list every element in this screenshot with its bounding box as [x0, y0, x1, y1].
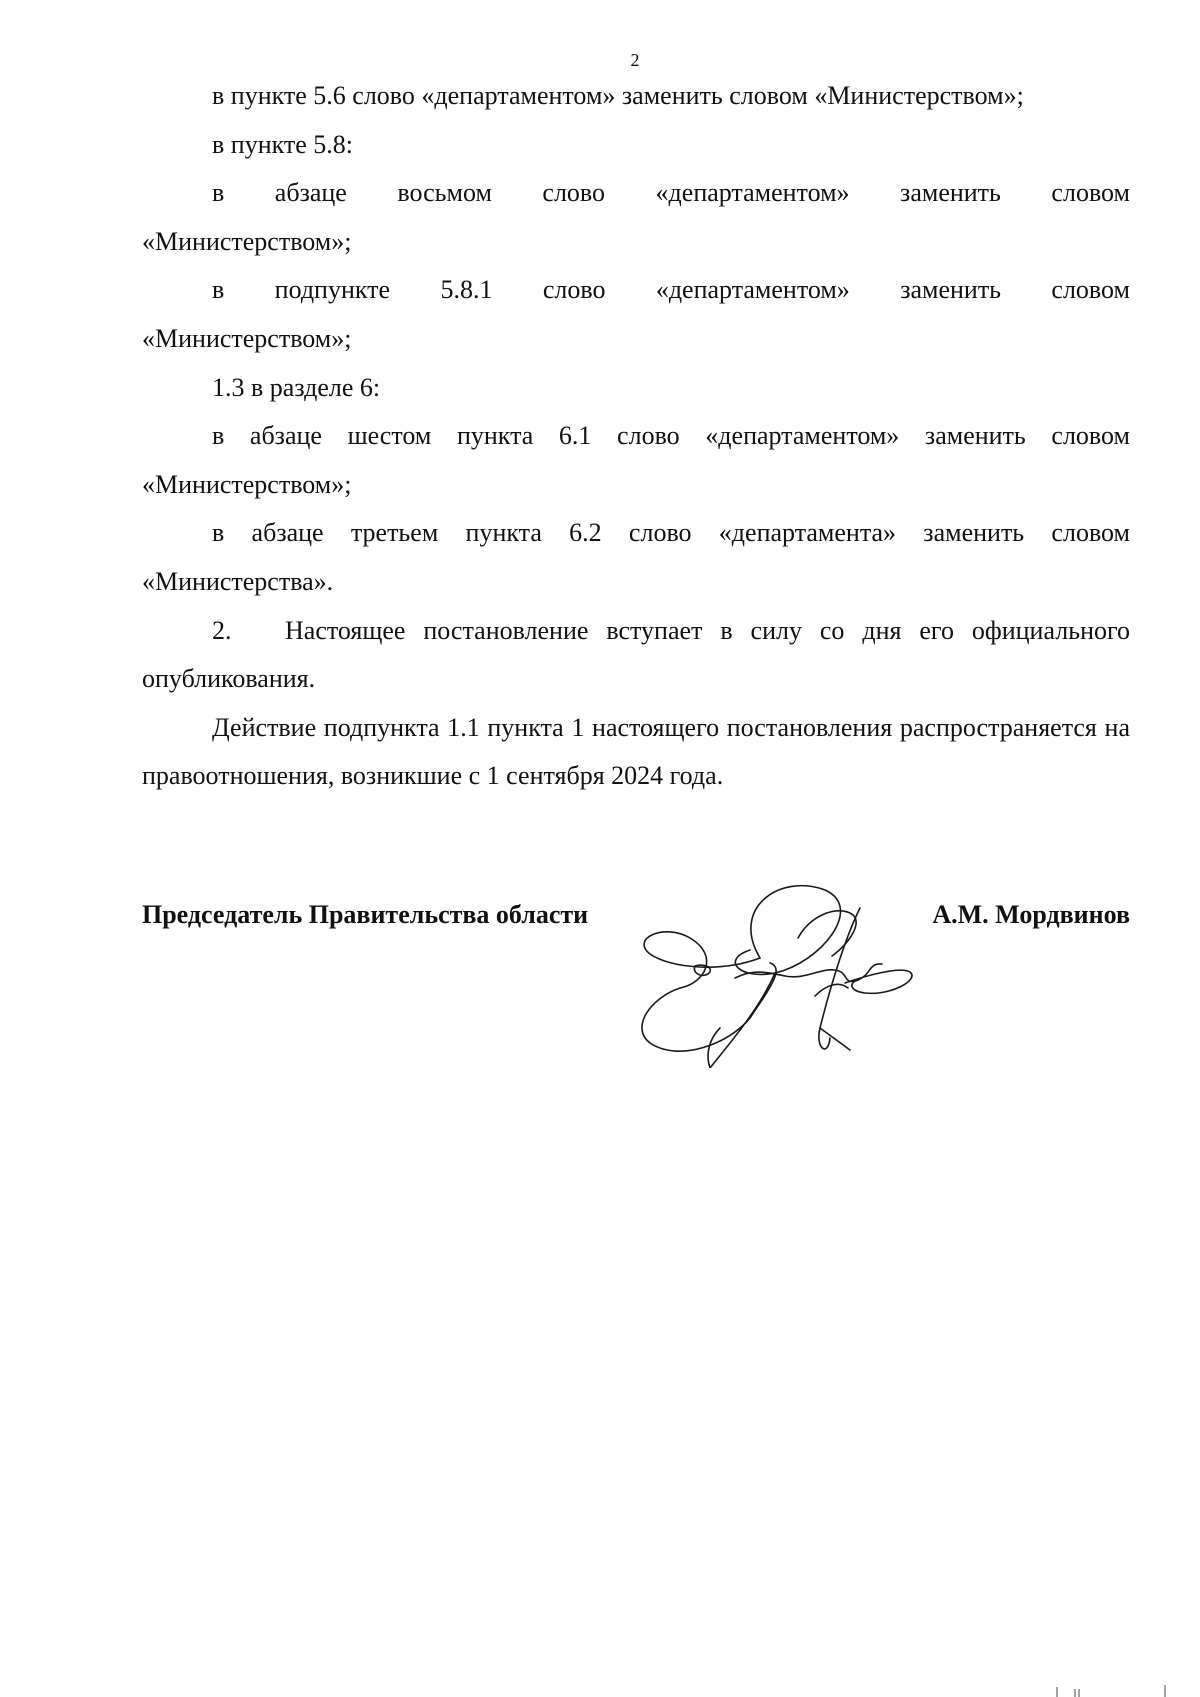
scan-artifact-icon: [1055, 1685, 1175, 1697]
signature-block: [142, 900, 1130, 1060]
paragraph-3-line-1: в абзаце восьмом слово «департаментом» заменить словом: [212, 178, 1130, 208]
paragraph-7-line-2: «Министерства».: [142, 566, 334, 596]
paragraph-6-line-1: в абзаце шестом пункта 6.1 слово «департаментом» заменить словом: [212, 421, 1130, 451]
signatory-name: А.М. Мордвинов: [932, 900, 1130, 929]
paragraph-8: [142, 607, 1130, 704]
paragraph-3-line-2: «Министерством»;: [142, 226, 352, 256]
paragraph-1: в пункте 5.6 слово «департаментом» заменить словом «Министерством»;: [212, 81, 1024, 110]
handwritten-signature-icon: [610, 868, 920, 1068]
paragraph-2: в пункте 5.8:: [212, 129, 354, 159]
paragraph-9: Действие подпункта 1.1 пункта 1 настоящего постановления распространяется на правоотношения, возникшие с 1 сентября 2024 года.: [142, 712, 1130, 791]
paragraph-6-line-2: «Министерством»;: [142, 469, 352, 499]
paragraph-8-text: Настоящее постановление вступает в силу со дня его официального опубликования.: [142, 615, 1130, 694]
paragraph-4-line-1: в подпункте 5.8.1 слово «департаментом» заменить словом: [212, 275, 1130, 305]
item-number: 2.: [212, 615, 232, 645]
signatory-position: Председатель Правительства области: [142, 900, 589, 929]
paragraph-5: 1.3 в разделе 6:: [212, 372, 381, 402]
document-body: [142, 72, 1130, 801]
paragraph-4-line-2: «Министерством»;: [142, 323, 352, 353]
page-number: 2: [630, 50, 640, 70]
paragraph-7-line-1: в абзаце третьем пункта 6.2 слово «департамента» заменить словом: [212, 518, 1130, 548]
